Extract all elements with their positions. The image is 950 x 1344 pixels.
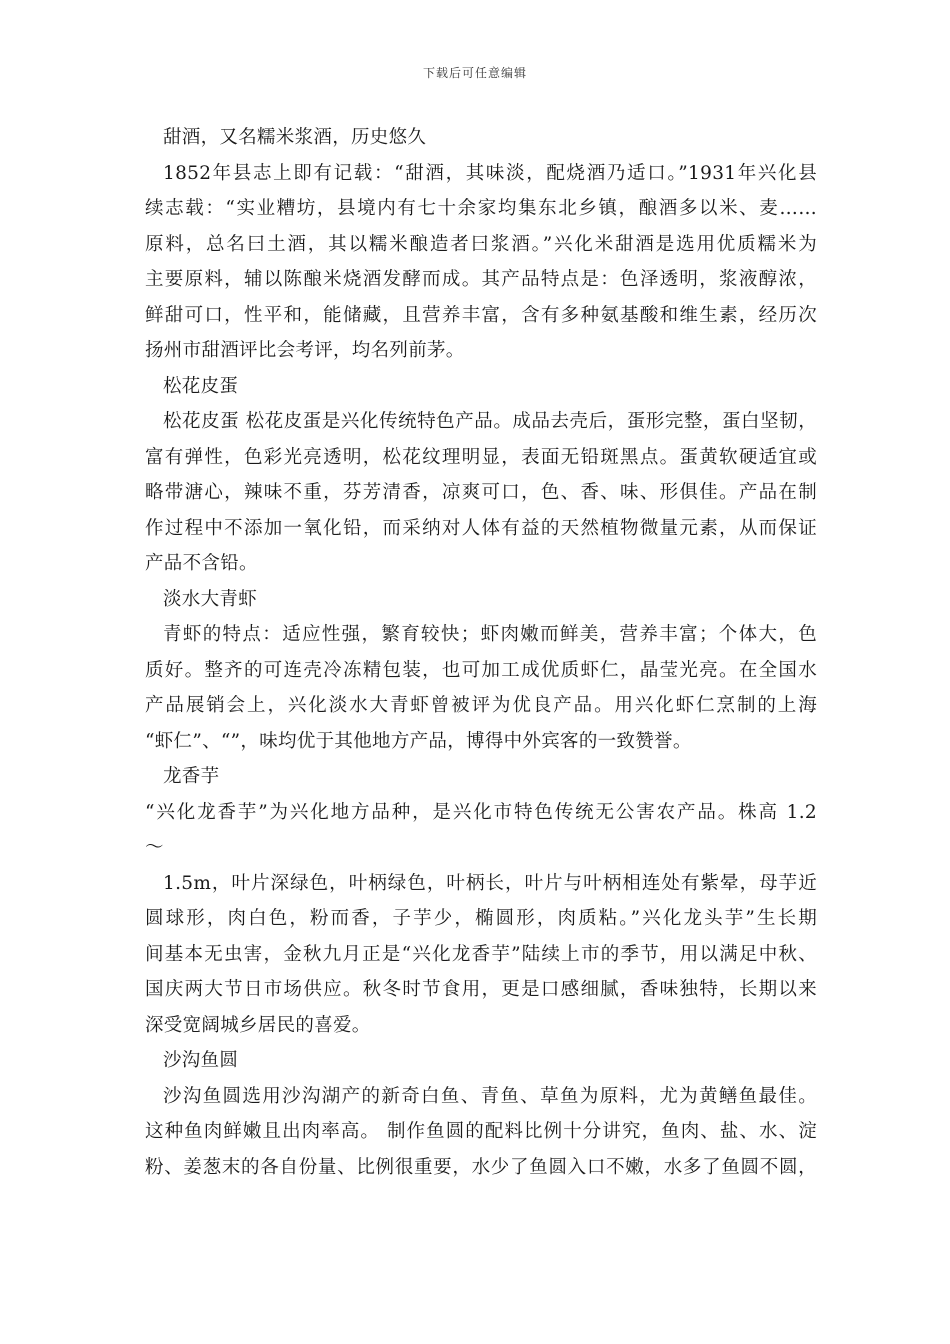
text-line: 沙沟鱼圆 (163, 1050, 239, 1071)
text-line: 青虾的特点：适应性强，繁育较快；虾肉嫩而鲜美，营养丰富；个体大，色 (163, 624, 817, 645)
text-line: “虾仁”、“”，味均优于其他地方产品，博得中外宾客的一致赞誉。 (145, 730, 692, 752)
text-line: 这种鱼肉鲜嫩且出肉率高。 制作鱼圆的配料比例十分讲究，鱼肉、盐、水、淀 (145, 1121, 817, 1142)
text-line: 鲜甜可口，性平和，能储藏，且营养丰富，含有多种氨基酸和维生素，经历次 (145, 304, 817, 326)
text-line: 主要原料，辅以陈酿米烧酒发酵而成。其产品特点是：色泽透明，浆液醇浓， (145, 269, 817, 290)
text-line: 质好。整齐的可连壳冷冻精包装，也可加工成优质虾仁，晶莹光亮。在全国水 (145, 659, 817, 681)
text-line: 续志载：“实业糟坊，县境内有七十余家均集东北乡镇，酿酒多以米、麦…… (145, 198, 817, 219)
text-line: 甜酒，又名糯米浆酒，历史悠久 (163, 127, 427, 148)
text-line: 国庆两大节日市场供应。秋冬时节食用，更是口感细腻，香味独特，长期以来 (145, 979, 817, 1000)
text-line: 产品不含铅。 (145, 553, 258, 574)
page-header: 下载后可任意编辑 (422, 66, 527, 80)
text-line: 圆球形，肉白色，粉而香，子芋少，椭圆形，肉质粘。”兴化龙头芋”生长期 (145, 908, 817, 929)
text-line: 1.5m，叶片深绿色，叶柄绿色，叶柄长，叶片与叶柄相连处有紫晕，母芋近 (163, 872, 817, 894)
text-line: 略带溏心，辣味不重，芬芳清香，凉爽可口，色、香、味、形俱佳。产品在制 (145, 482, 817, 503)
text-line: 粉、姜葱末的各自份量、比例很重要，水少了鱼圆入口不嫩，水多了鱼圆不圆， (145, 1156, 817, 1178)
text-line: 松花皮蛋 松花皮蛋是兴化传统特色产品。成品去壳后，蛋形完整，蛋白坚韧， (163, 411, 817, 432)
text-line: “兴化龙香芋”为兴化地方品种，是兴化市特色传统无公害农产品。株高 1.2 (145, 801, 817, 823)
text-line: 原料，总名曰土酒，其以糯米酿造者曰浆酒。”兴化米甜酒是选用优质糯米为 (145, 233, 817, 255)
text-line: 淡水大青虾 (163, 588, 258, 610)
text-line: ～ (145, 837, 164, 858)
document-body (145, 120, 817, 1185)
text-line: 富有弹性，色彩光亮透明，松花纹理明显，表面无铅斑黑点。蛋黄软硬适宜或 (145, 446, 817, 468)
text-line: 龙香芋 (163, 766, 220, 787)
text-line: 作过程中不添加一氧化铅，而采纳对人体有益的天然植物微量元素，从而保证 (145, 517, 817, 539)
text-line: 深受宽阔城乡居民的喜爱。 (145, 1014, 371, 1036)
text-line: 扬州市甜酒评比会考评，均名列前茅。 (145, 340, 465, 361)
text-line: 松花皮蛋 (163, 375, 239, 397)
text-line: 沙沟鱼圆选用沙沟湖产的新奇白鱼、青鱼、草鱼为原料，尤为黄鳝鱼最佳。 (163, 1085, 817, 1107)
text-line: 产品展销会上，兴化淡水大青虾曾被评为优良产品。用兴化虾仁烹制的上海 (145, 695, 817, 716)
text-line: 间基本无虫害，金秋九月正是“兴化龙香芋”陆续上市的季节，用以满足中秋、 (145, 943, 817, 965)
text-line: 1852年县志上即有记载：“甜酒，其味淡，配烧酒乃适口。”1931年兴化县 (163, 162, 817, 184)
